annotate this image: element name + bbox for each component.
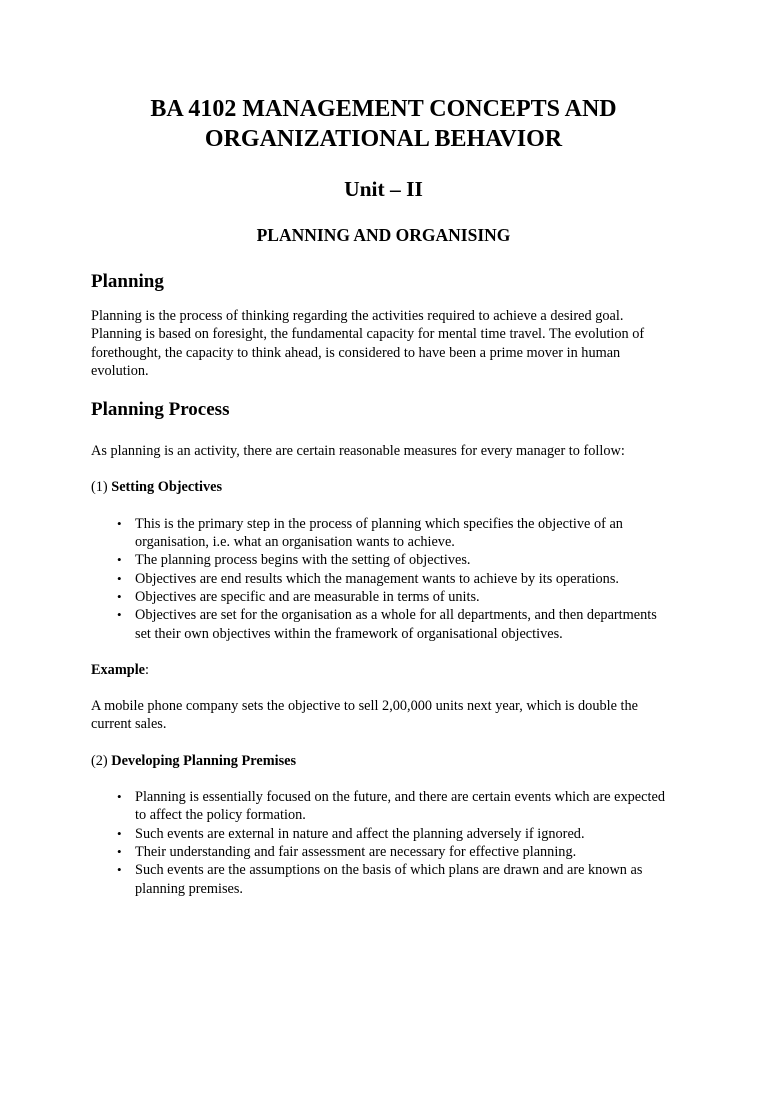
bullet-icon: •: [117, 515, 122, 531]
step-2-number: (2): [91, 752, 112, 769]
list-item-text: Their understanding and fair assessment are necessary for effective planning.: [135, 843, 577, 860]
bullet-icon: •: [117, 862, 122, 878]
step-1-heading: [91, 478, 676, 496]
list-item: [91, 570, 676, 588]
list-item: [91, 606, 676, 643]
list-item-text: The planning process begins with the setting of objectives.: [135, 552, 471, 569]
step-1-number: (1): [91, 479, 112, 496]
example-heading: [91, 661, 676, 679]
list-item-text: Such events are external in nature and affect the planning adversely if ignored.: [135, 825, 585, 842]
example-text: A mobile phone company sets the objective to sell 2,00,000 units next year, which is double the current sales.: [91, 698, 638, 733]
list-item-text: Such events are the assumptions on the basis of which plans are drawn and are known as planning premises.: [135, 862, 643, 897]
step-2-label: Developing Planning Premises: [111, 752, 297, 769]
document-title: BA 4102 MANAGEMENT CONCEPTS AND ORGANIZATIONAL BEHAVIOR: [150, 96, 617, 152]
list-item: [91, 515, 676, 552]
document-page: [0, 94, 768, 1118]
list-item-text: This is the primary step in the process of planning which specifies the objective of an organisation, i.e. what an organisation wants to achieve.: [135, 515, 623, 551]
list-item: [91, 551, 676, 569]
step-1-label: Setting Objectives: [111, 479, 223, 496]
step-2-bullet-list: [91, 788, 676, 898]
list-item-text: Objectives are set for the organisation as a whole for all departments, and then departments set their own objectives within the framework of organisational objectives.: [135, 607, 657, 642]
bullet-icon: •: [117, 570, 122, 586]
planning-process-heading: Planning Process: [91, 399, 230, 421]
bullet-icon: •: [117, 843, 122, 859]
list-item: [91, 588, 676, 606]
planning-heading: Planning: [91, 271, 164, 292]
list-item-text: Objectives are specific and are measurable in terms of units.: [135, 588, 480, 605]
planning-paragraph: Planning is the process of thinking regarding the activities required to achieve a desired goal. Planning is based on foresight, the fundamental capacity for mental time travel. The evolution of forethought, the capacity to think ahead, is considered to have been a prime mover in human evolution.: [91, 308, 645, 379]
unit-heading: Unit – II: [344, 177, 423, 201]
list-item-text: Objectives are end results which the management wants to achieve by its operations.: [135, 570, 619, 587]
planning-process-intro: As planning is an activity, there are certain reasonable measures for every manager to follow:: [91, 443, 625, 460]
list-item: [91, 825, 676, 843]
list-item: [91, 843, 676, 861]
list-item-text: Planning is essentially focused on the future, and there are certain events which are expected to affect the policy formation.: [135, 789, 665, 824]
example-colon: :: [145, 661, 149, 678]
example-label: Example: [91, 661, 146, 678]
bullet-icon: •: [117, 789, 122, 805]
bullet-icon: •: [117, 825, 122, 841]
step-1-bullet-list: [91, 515, 676, 643]
list-item: [91, 861, 676, 898]
bullet-icon: •: [117, 552, 122, 568]
bullet-icon: •: [117, 607, 122, 623]
chapter-subtitle: PLANNING AND ORGANISING: [256, 225, 511, 245]
bullet-icon: •: [117, 588, 122, 604]
list-item: [91, 788, 676, 825]
step-2-heading: [91, 752, 676, 770]
